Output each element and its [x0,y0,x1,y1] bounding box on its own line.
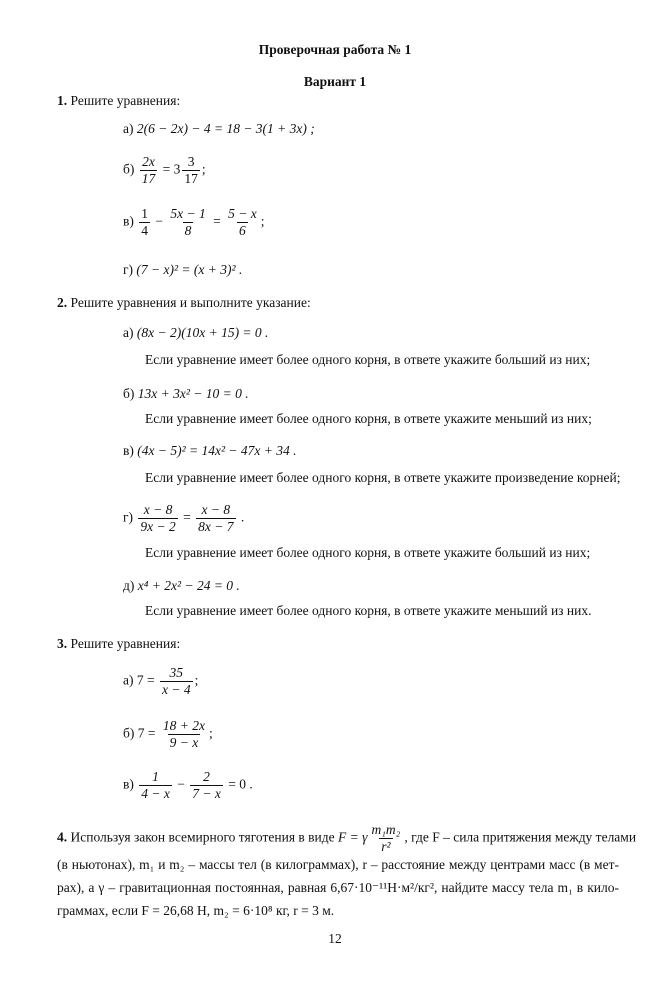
task1-item-b [123,154,206,187]
task2-item-b [123,386,249,402]
task2-prompt: Решите уравнения и выполните указание: [70,295,311,310]
task1-item-d [123,262,242,278]
task1-item-a [123,121,315,137]
separator: ; [194,672,199,688]
item-label: д) [123,578,135,593]
task3-prompt: Решите уравнения: [70,636,181,651]
equals-sign: = 3 [162,161,181,177]
task2-item-c [123,443,297,459]
item-label: г) [123,262,134,277]
item-label: а) [123,325,134,340]
fraction: $\frac{2}{7 - x}$ [192,769,221,801]
fraction: $\frac{x - 8}{9x - 2}$ [140,502,176,534]
task4-number: 4. [57,829,68,845]
task2-note-c: Если уравнение имеет более одного корня, в ответе укажите произведение корней; [145,470,621,485]
task1-number: 1. [57,93,68,108]
minus-sign: − [177,776,185,792]
equation: 2(6 − 2x) − 4 = 18 − 3(1 + 3x) ; [136,121,315,136]
task3-heading [57,636,180,652]
task2-heading [57,295,311,311]
equals-sign: = [183,509,191,525]
separator: . [240,509,245,525]
task2-number: 2. [57,295,68,310]
equation: (4x − 5)² = 14x² − 47x + 34 . [137,443,297,458]
fraction: $\frac{18 + 2x}{9 - x}$ [162,718,205,750]
page-title: Проверочная работа № 1 [258,42,412,57]
equation: x⁴ + 2x² − 24 = 0 . [137,578,240,593]
task1-heading [57,93,180,109]
task4-line4: граммах, если F = 26,68 Н, m₂ = 6·10⁸ кг, r = 3 м. [57,903,335,918]
gravitation-formula-fraction: $\frac{\text{m₁m₂}}{\text{r²}}$ [371,822,401,854]
item-label: в) [123,213,134,229]
task1-item-c [123,206,264,239]
variant-title: Вариант 1 [303,74,367,89]
task4-line1 [57,822,637,855]
fraction: $\frac{1}{4 - x}$ [141,769,170,801]
fraction: $\frac{35}{x - 4}$ [162,665,191,697]
equals-sign: = [213,213,221,229]
fraction: $\frac{2x}{17}$ [141,154,156,186]
task3-item-b [123,718,213,751]
item-label: б) [123,161,135,177]
task2-note-a: Если уравнение имеет более одного корня, в ответе укажите больший из них; [145,352,591,367]
item-label: а) [123,121,134,136]
task3-item-c [123,769,253,802]
minus-sign: − [155,213,163,229]
separator: ; [201,161,206,177]
separator: ; [208,725,213,741]
task4-text: , где F – сила притяжения между телами [404,829,637,845]
fraction: $\frac{1}{4}$ [141,206,148,238]
equation-lhs: 7 = [136,672,155,688]
equation: (7 − x)² = (x + 3)² . [136,262,243,277]
task2-note-b: Если уравнение имеет более одного корня, в ответе укажите меньший из них; [145,411,592,426]
task4-line2: (в ньютонах), m₁ и m₂ – массы тел (в килограммах), r – расстояние между центрами масс (в мет- [57,857,619,872]
fraction: $\frac{5x - 1}{8}$ [170,206,206,238]
separator: ; [260,213,265,229]
fraction: $\frac{5 - x}{6}$ [228,206,257,238]
formula-lhs: F = γ [338,829,368,845]
item-label: в) [123,776,134,792]
equation-rhs: = 0 . [228,776,253,792]
task4-line3: рах), а γ – гравитационная постоянная, равная 6,67·10⁻¹¹Н·м²/кг², найдите массу тела m₁ в кило- [57,880,619,895]
task2-item-a [123,325,268,341]
equation: 13x + 3x² − 10 = 0 . [137,386,249,401]
task3-number: 3. [57,636,68,651]
equation-lhs: 7 = [137,725,156,741]
item-label: а) [123,672,134,688]
item-label: в) [123,443,134,458]
fraction: $\frac{x - 8}{8x - 7}$ [198,502,234,534]
task2-item-e [123,578,240,594]
item-label: б) [123,725,135,741]
equation: (8x − 2)(10x + 15) = 0 . [136,325,269,340]
mixed-fraction: $\frac{3}{17}$ [184,154,198,186]
task3-item-a [123,665,198,698]
item-label: г) [123,509,134,525]
task4-text: Используя закон всемирного тяготения в виде [70,829,335,845]
task2-item-d [123,502,244,535]
page-number: 12 [328,931,342,946]
task2-note-e: Если уравнение имеет более одного корня, в ответе укажите меньший из них. [145,603,592,618]
task1-prompt: Решите уравнения: [70,93,181,108]
item-label: б) [123,386,135,401]
task2-note-d: Если уравнение имеет более одного корня, в ответе укажите больший из них; [145,545,591,560]
